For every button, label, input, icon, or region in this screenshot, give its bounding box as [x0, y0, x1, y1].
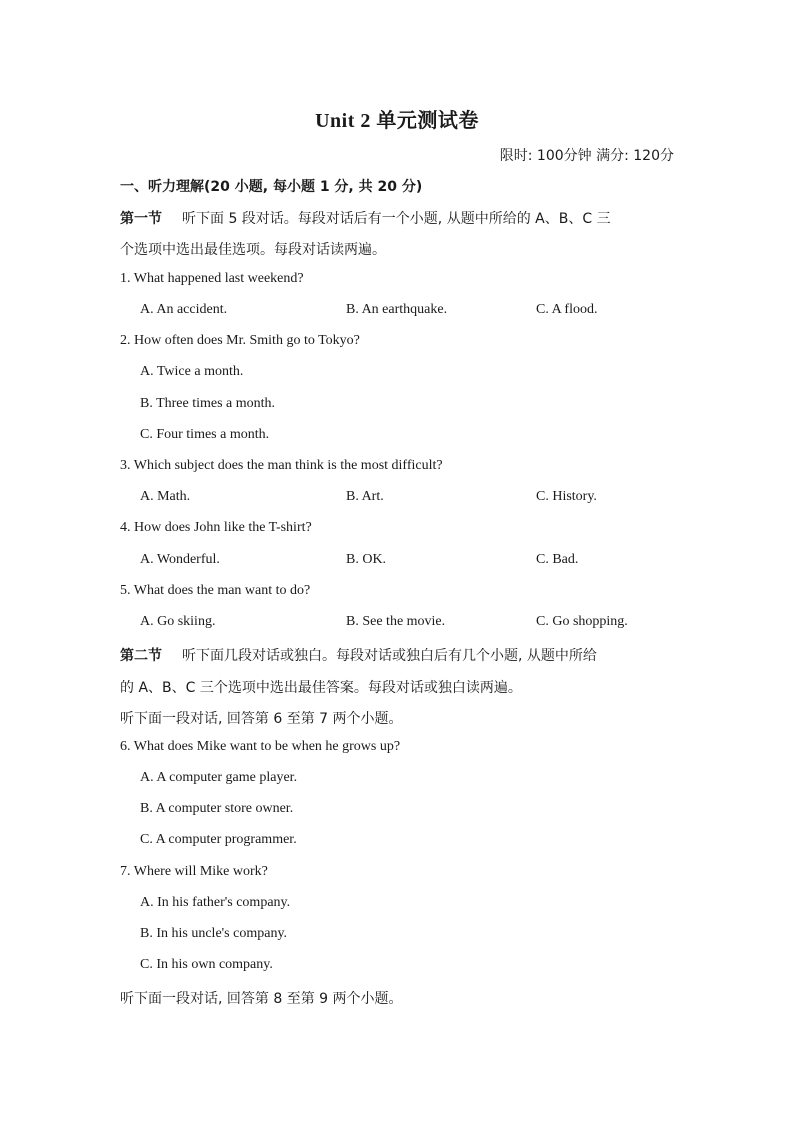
section2-instruction: [120, 645, 597, 665]
question-4-option-c: C. Bad.: [536, 552, 579, 567]
section2-label: 第二节: [120, 648, 162, 664]
question-5-option-c: C. Go shopping.: [536, 614, 628, 629]
section1-instruction: [120, 208, 611, 228]
section1-instruction-line1: 听下面 5 段对话。每段对话后有一个小题, 从题中所给的 A、B、C 三: [182, 211, 611, 227]
question-3-option-b: B. Art.: [346, 489, 384, 504]
section1-label: 第一节: [120, 211, 162, 227]
question-5-option-b: B. See the movie.: [346, 614, 446, 629]
question-3-option-a: A. Math.: [140, 489, 191, 504]
section2-instruction-line2: 的 A、B、C 三个选项中选出最佳答案。每段对话或独白读两遍。: [120, 680, 522, 696]
question-2-option-c: C. Four times a month.: [140, 427, 270, 442]
question-3-stem: 3. Which subject does the man think is the most difficult?: [120, 458, 443, 473]
question-1-option-a: A. An accident.: [140, 302, 228, 317]
question-4-stem: 4. How does John like the T-shirt?: [120, 520, 312, 535]
question-6-stem: 6. What does Mike want to be when he grows up?: [120, 739, 401, 754]
question-4-option-b: B. OK.: [346, 552, 387, 567]
question-1-stem: 1. What happened last weekend?: [120, 271, 304, 286]
part-heading-listening: 一、听力理解(20 小题, 每小题 1 分, 共 20 分): [120, 179, 423, 195]
question-2-stem: 2. How often does Mr. Smith go to Tokyo?: [120, 333, 360, 348]
question-2-option-a: A. Twice a month.: [140, 364, 244, 379]
prompt-questions-6-7: 听下面一段对话, 回答第 6 至第 7 两个小题。: [120, 711, 403, 727]
prompt-questions-8-9: 听下面一段对话, 回答第 8 至第 9 两个小题。: [120, 991, 403, 1007]
question-1-option-c: C. A flood.: [536, 302, 598, 317]
question-7-option-a: A. In his father's company.: [140, 895, 291, 910]
question-7-option-c: C. In his own company.: [140, 957, 273, 972]
section2-instruction-line1: 听下面几段对话或独白。每段对话或独白后有几个小题, 从题中所给: [182, 648, 597, 664]
time-limit-info: 限时: 100分钟 满分: 120分: [499, 148, 674, 164]
question-7-stem: 7. Where will Mike work?: [120, 864, 268, 879]
question-3-option-c: C. History.: [536, 489, 597, 504]
question-5-stem: 5. What does the man want to do?: [120, 583, 311, 598]
question-2-option-b: B. Three times a month.: [140, 396, 276, 411]
question-6-option-c: C. A computer programmer.: [140, 832, 297, 847]
question-7-option-b: B. In his uncle's company.: [140, 926, 288, 941]
question-5-option-a: A. Go skiing.: [140, 614, 216, 629]
question-1-option-b: B. An earthquake.: [346, 302, 448, 317]
question-4-option-a: A. Wonderful.: [140, 552, 220, 567]
section1-instruction-line2: 个选项中选出最佳选项。每段对话读两遍。: [120, 242, 386, 258]
page-title: Unit 2 单元测试卷: [315, 110, 479, 132]
question-6-option-b: B. A computer store owner.: [140, 801, 294, 816]
question-6-option-a: A. A computer game player.: [140, 770, 298, 785]
